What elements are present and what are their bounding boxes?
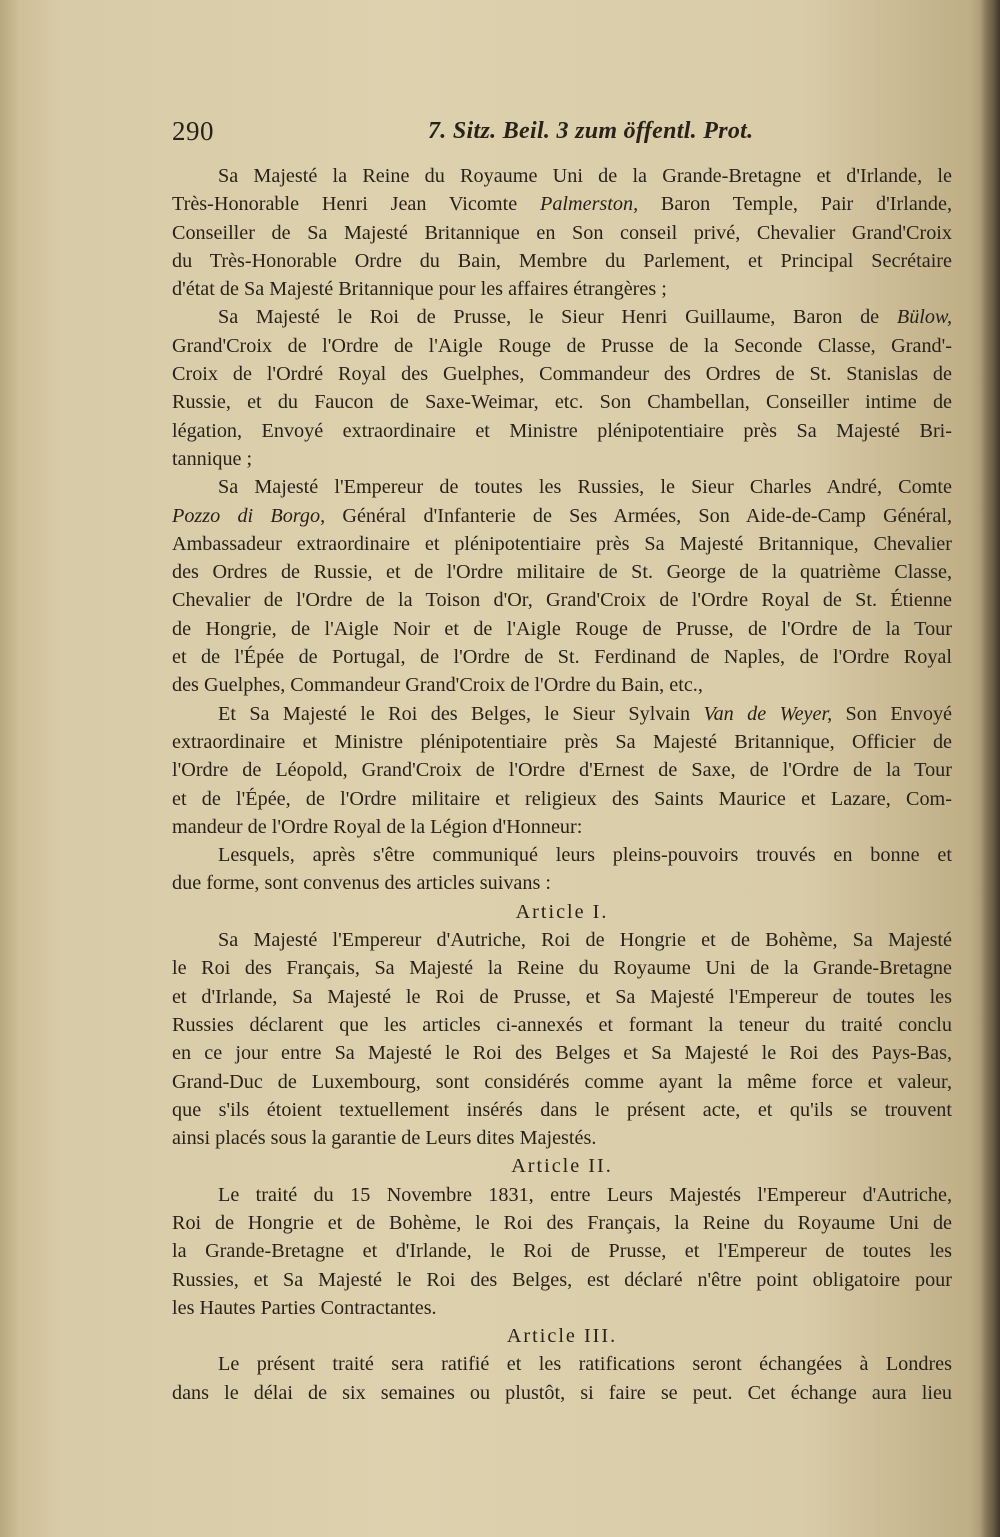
page-header: [172, 116, 952, 152]
text-line: légation, Envoyé extraordinaire et Ministre plénipotentiaire près Sa Majesté Bri-: [172, 419, 952, 442]
text-line: et de l'Épée, de l'Ordre militaire et religieux des Saints Maurice et Lazare, Com-: [172, 787, 952, 810]
text-line: Très-Honorable Henri Jean Vicomte Palmerston, Baron Temple, Pair d'Irlande,: [172, 193, 952, 216]
text-line: Grand-Duc de Luxembourg, sont considérés comme ayant la même force et valeur,: [172, 1070, 952, 1093]
text-line: les Hautes Parties Contractantes.: [172, 1296, 437, 1319]
text-line: et de l'Épée de Portugal, de l'Ordre de St. Ferdinand de Naples, de l'Ordre Royal: [172, 646, 952, 669]
text-line: dans le délai de six semaines ou plustôt, si faire se peut. Cet échange aura lieu: [172, 1381, 952, 1404]
text-line: tannique ;: [172, 447, 253, 470]
text-line: Pozzo di Borgo, Général d'Infanterie de Ses Armées, Son Aide-de-Camp Général,: [172, 504, 953, 527]
text-line: Chevalier de l'Ordre de la Toison d'Or, Grand'Croix de l'Ordre Royal de St. Étienne: [172, 589, 952, 612]
text-line: Croix de l'Ordré Royal des Guelphes, Commandeur des Ordres de St. Stanislas de: [172, 363, 952, 386]
text-line: Sa Majesté le Roi de Prusse, le Sieur Henri Guillaume, Baron de Bülow,: [218, 306, 952, 329]
text-line: ainsi placés sous la garantie de Leurs dites Majestés.: [172, 1127, 597, 1150]
article-heading: Article II.: [511, 1155, 613, 1178]
text-line: Le traité du 15 Novembre 1831, entre Leurs Majestés l'Empereur d'Autriche,: [218, 1183, 952, 1206]
text-line: Grand'Croix de l'Ordre de l'Aigle Rouge de Prusse de la Seconde Classe, Grand'-: [172, 334, 952, 357]
text-line: Russies, et Sa Majesté le Roi des Belges, est déclaré n'être point obligatoire pour: [172, 1268, 952, 1291]
page-binding-shadow: [980, 0, 1000, 1537]
text-line: en ce jour entre Sa Majesté le Roi des Belges et Sa Majesté le Roi des Pays-Bas,: [172, 1042, 952, 1065]
text-line: Ambassadeur extraordinaire et plénipotentiaire près Sa Majesté Britannique, Chevalier: [172, 532, 952, 555]
text-line: la Grande-Bretagne et d'Irlande, le Roi de Prusse, et l'Empereur de toutes les: [172, 1240, 952, 1263]
text-line: du Très-Honorable Ordre du Bain, Membre du Parlement, et Principal Secrétaire: [172, 249, 952, 272]
running-head: 7. Sitz. Beil. 3 zum öffentl. Prot.: [428, 118, 754, 144]
text-line: de Hongrie, de l'Aigle Noir et de l'Aigle Rouge de Prusse, de l'Ordre de la Tour: [172, 617, 952, 640]
text-line: Sa Majesté l'Empereur de toutes les Russies, le Sieur Charles André, Comte: [218, 476, 952, 499]
text-line: des Guelphes, Commandeur Grand'Croix de l'Ordre du Bain, etc.,: [172, 674, 703, 697]
text-line: Le présent traité sera ratifié et les ratifications seront échangées à Londres: [218, 1353, 952, 1376]
text-line: d'état de Sa Majesté Britannique pour les affaires étrangères ;: [172, 278, 667, 301]
text-line: due forme, sont convenus des articles suivans :: [172, 872, 551, 895]
page-left-edge: [0, 0, 22, 1537]
article-heading: Article III.: [506, 1325, 618, 1348]
text-line: Sa Majesté l'Empereur d'Autriche, Roi de Hongrie et de Bohème, Sa Majesté: [218, 929, 952, 952]
text-line: Et Sa Majesté le Roi des Belges, le Sieur Sylvain Van de Weyer, Son Envoyé: [218, 702, 952, 725]
text-line: extraordinaire et Ministre plénipotentiaire près Sa Majesté Britannique, Officier de: [172, 730, 952, 753]
text-line: le Roi des Français, Sa Majesté la Reine du Royaume Uni de la Grande-Bretagne: [172, 957, 952, 980]
text-line: Russie, et du Faucon de Saxe-Weimar, etc. Son Chambellan, Conseiller intime de: [172, 391, 952, 414]
article-heading: Article I.: [515, 900, 609, 923]
text-line: des Ordres de Russie, et de l'Ordre militaire de St. George de la quatrième Classe,: [172, 561, 952, 584]
page-number: 290: [172, 116, 214, 146]
text-line: mandeur de l'Ordre Royal de la Légion d'Honneur:: [172, 815, 583, 838]
text-line: et d'Irlande, Sa Majesté le Roi de Prusse, et Sa Majesté l'Empereur de toutes les: [172, 985, 952, 1008]
text-line: Sa Majesté la Reine du Royaume Uni de la Grande-Bretagne et d'Irlande, le: [218, 165, 952, 187]
text-line: Russies déclarent que les articles ci-annexés et formant la teneur du traité conclu: [172, 1013, 952, 1036]
text-line: que s'ils étoient textuellement insérés dans le présent acte, et qu'ils se trouvent: [172, 1098, 952, 1121]
treaty-text: [172, 162, 952, 1407]
text-line: l'Ordre de Léopold, Grand'Croix de l'Ordre d'Ernest de Saxe, de l'Ordre de la Tour: [172, 759, 952, 782]
text-line: Lesquels, après s'être communiqué leurs pleins-pouvoirs trouvés en bonne et: [218, 844, 952, 867]
text-line: Roi de Hongrie et de Bohème, le Roi des Français, la Reine du Royaume Uni de: [172, 1211, 952, 1234]
text-line: Conseiller de Sa Majesté Britannique en Son conseil privé, Chevalier Grand'Croix: [172, 221, 952, 244]
